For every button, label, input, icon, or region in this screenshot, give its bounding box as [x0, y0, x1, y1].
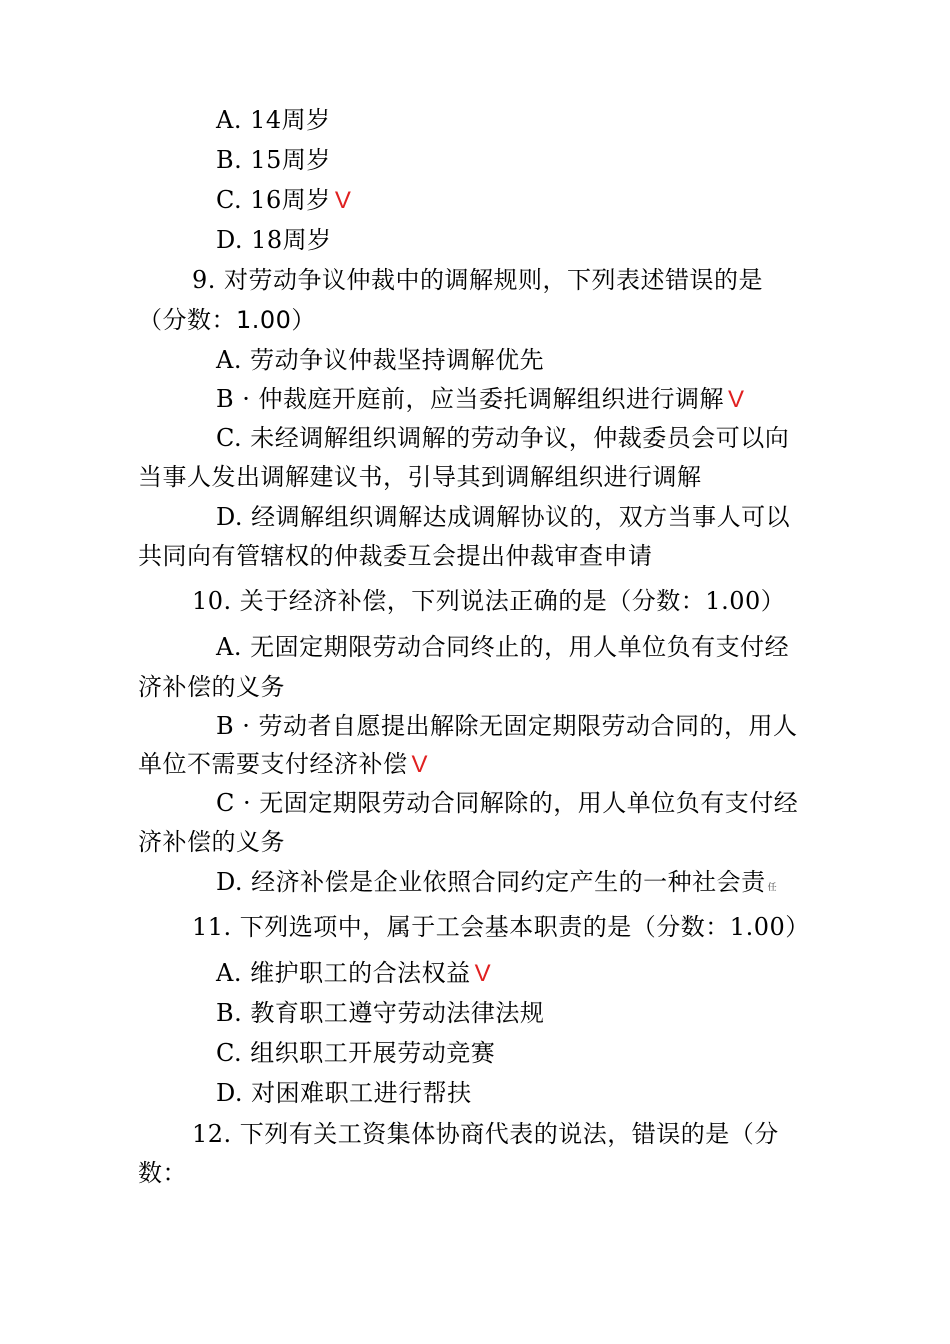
q11-option-a — [216, 958, 491, 989]
q8-option-a — [216, 105, 331, 135]
q8-option-d — [216, 225, 332, 255]
q11-option-a-text: A. 维护职工的合法权益 — [216, 959, 471, 987]
q10-option-b-line2 — [138, 749, 428, 780]
correct-mark: V — [728, 386, 745, 413]
q11-question: 11. 下列选项中，属于工会基本职责的是（分数：1.00） — [192, 913, 810, 941]
q10-option-b-text: 单位不需要支付经济补偿 — [138, 750, 408, 778]
q9-question — [192, 265, 763, 295]
q8-option-b — [216, 145, 331, 175]
q10-option-a-line2: 济补偿的义务 — [138, 673, 285, 701]
q9-option-a: A. 劳动争议仲裁坚持调解优先 — [216, 346, 545, 374]
q10-question: 10. 关于经济补偿，下列说法正确的是（分数：1.00） — [192, 587, 786, 615]
q9-option-d-line1: D. 经调解组织调解达成调解协议的，双方当事人可以 — [216, 503, 791, 531]
q10-option-d-text: D. 经济补偿是企业依照合同约定产生的一种社会责 — [216, 868, 766, 896]
q8-option-c-text: C. 16周岁 — [216, 186, 331, 214]
q9-option-b — [216, 384, 745, 415]
q11-option-c: C. 组织职工开展劳动竞赛 — [216, 1039, 496, 1067]
q9-question-text: 9. 对劳动争议仲裁中的调解规则，下列表述错误的是 — [192, 266, 764, 294]
q10-option-d — [216, 867, 777, 903]
q8-option-d-text: D. 18周岁 — [216, 226, 332, 254]
q10-option-c-line2: 济补偿的义务 — [138, 828, 285, 856]
q9-score: （分数：1.00） — [138, 306, 316, 334]
q11-option-b: B. 教育职工遵守劳动法律法规 — [216, 999, 545, 1027]
correct-mark: V — [474, 960, 492, 987]
q9-option-d-line2: 共同向有管辖权的仲裁委互会提出仲裁审查申请 — [138, 542, 653, 570]
q9-option-c-line2: 当事人发出调解建议书，引导其到调解组织进行调解 — [138, 463, 702, 491]
q12-question-line2: 数： — [138, 1159, 187, 1187]
q10-option-d-tail: 任 — [767, 883, 778, 893]
q8-option-b-text: B. 15周岁 — [216, 146, 331, 174]
q8-option-c — [216, 185, 351, 216]
q9-option-b-text: B · 仲裁庭开庭前，应当委托调解组织进行调解 — [216, 385, 725, 413]
correct-mark: V — [411, 751, 429, 778]
q11-option-d: D. 对困难职工进行帮扶 — [216, 1079, 472, 1107]
q10-option-b-line1: B · 劳动者自愿提出解除无固定期限劳动合同的，用人 — [216, 712, 798, 740]
q8-option-a-text: A. 14周岁 — [216, 106, 331, 134]
q9-option-c-line1: C. 未经调解组织调解的劳动争议，仲裁委员会可以向 — [216, 424, 790, 452]
q12-question: 12. 下列有关工资集体协商代表的说法，错误的是（分 — [192, 1120, 779, 1148]
correct-mark: V — [334, 187, 352, 214]
q10-option-c-line1: C · 无固定期限劳动合同解除的，用人单位负有支付经 — [216, 789, 799, 817]
q10-option-a-line1: A. 无固定期限劳动合同终止的，用人单位负有支付经 — [216, 633, 790, 661]
